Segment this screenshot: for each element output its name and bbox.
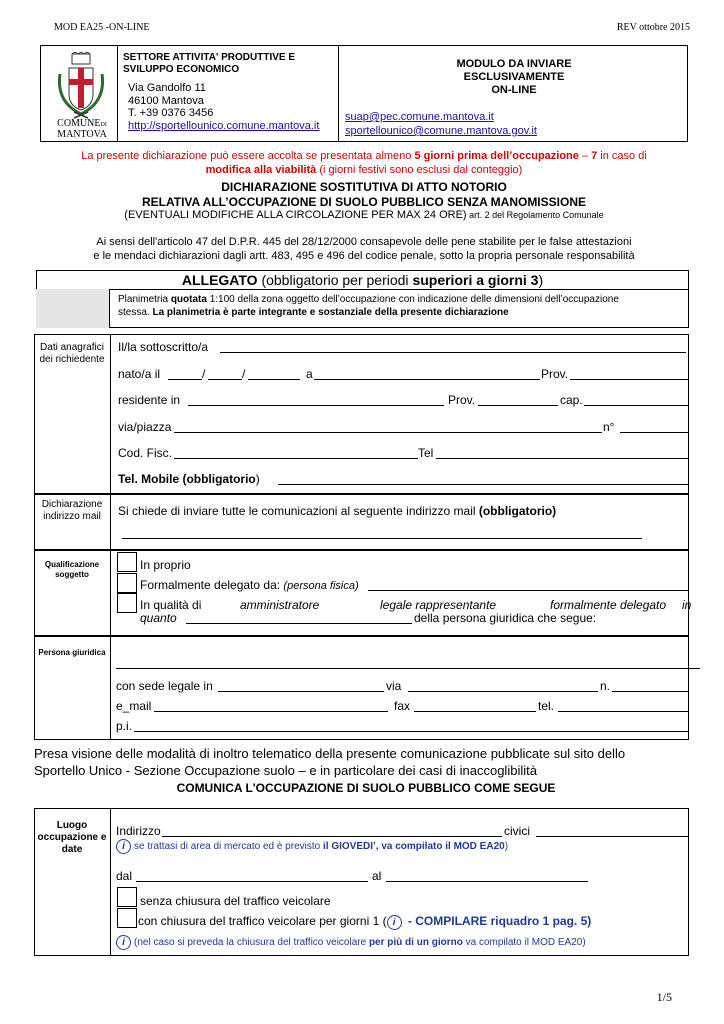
- birthplace-label: a: [306, 367, 313, 381]
- cap-label: cap.: [560, 393, 583, 407]
- pec-email-link[interactable]: suap@pec.comune.mantova.it: [345, 111, 494, 123]
- civici-label: civici: [504, 824, 530, 838]
- form-code: MOD EA25 -ON-LINE: [54, 22, 150, 33]
- company-n-label: n.: [600, 679, 611, 693]
- mobile-label: Tel. Mobile (obbligatorio): [118, 472, 260, 486]
- via-label: via/piazza: [118, 420, 172, 434]
- sottoscritto-input[interactable]: [220, 352, 686, 353]
- senza-chiusura-label: senza chiusura del traffico veicolare: [140, 894, 331, 908]
- birth-prov-label: Prov.: [541, 367, 569, 381]
- amministratore-option[interactable]: amministratore: [240, 598, 320, 612]
- comunica-heading: COMUNICA L'OCCUPAZIONE DI SUOLO PUBBLICO COME SEGUE: [176, 781, 556, 795]
- in-proprio-checkbox[interactable]: [117, 552, 137, 572]
- sede-label: con sede legale in: [116, 679, 213, 693]
- residence-prov-label: Prov.: [448, 393, 476, 407]
- info-icon: i: [116, 935, 131, 950]
- sede-input[interactable]: [218, 691, 384, 692]
- street-input[interactable]: [174, 432, 602, 433]
- quanto-word: quanto: [140, 611, 177, 625]
- title-line1: DICHIARAZIONE SOSTITUTIVA DI ATTO NOTORIO: [221, 180, 507, 194]
- office-website-link[interactable]: http://sportellounico.comune.mantova.it: [128, 120, 320, 132]
- title-line2: RELATIVA ALL’OCCUPAZIONE DI SUOLO PUBBLICO SENZA MANOMISSIONE: [141, 195, 586, 209]
- birth-month-input[interactable]: [208, 379, 242, 380]
- office-phone: T. +39 0376 3456: [128, 107, 214, 119]
- company-tel-label: tel.: [538, 699, 555, 713]
- in-proprio-label: In proprio: [140, 558, 191, 572]
- delegato-input[interactable]: [368, 590, 688, 591]
- dal-label: dal: [116, 869, 133, 883]
- company-email-input[interactable]: [154, 711, 388, 712]
- company-n-input[interactable]: [612, 691, 688, 692]
- logo-line2: MANTOVA: [57, 129, 107, 140]
- cap-input[interactable]: [584, 405, 689, 406]
- indirizzo-label: Indirizzo: [116, 824, 161, 838]
- sportello-email-link[interactable]: sportellounico@comune.mantova.gov.it: [345, 125, 537, 137]
- logo-suffix: DI: [100, 122, 107, 128]
- send-line2: ESCLUSIVAMENTE: [463, 71, 565, 83]
- office-address1: Via Gandolfo 11: [128, 82, 206, 94]
- qualifica-label: Qualificazione soggetto: [44, 560, 100, 579]
- persona-giuridica-text: della persona giuridica che segue:: [414, 611, 597, 625]
- fax-label: fax: [394, 699, 411, 713]
- house-number-input[interactable]: [620, 432, 689, 433]
- company-email-label: e_mail: [116, 699, 152, 713]
- delegato-label: Formalmente delegato da: (persona fisica): [140, 578, 359, 592]
- codfisc-label: Cod. Fisc.: [118, 446, 173, 460]
- civici-input[interactable]: [536, 836, 688, 837]
- sottoscritto-label: Il/la sottoscritto/a: [118, 340, 209, 354]
- birth-day-input[interactable]: [168, 379, 202, 380]
- dal-input[interactable]: [136, 881, 368, 882]
- allegato-heading: ALLEGATO (obbligatorio per periodi superiori a giorni 3): [181, 272, 544, 288]
- pi-label: p.i.: [116, 719, 133, 733]
- mail-text: Si chiede di inviare tutte le comunicazioni al seguente indirizzo mail (obbligatorio): [118, 504, 557, 518]
- birthplace-input[interactable]: [314, 379, 540, 380]
- comune-logo: [52, 52, 110, 140]
- legale-rappresentante-option[interactable]: legale rappresentante: [380, 598, 497, 612]
- chiusura-note: i (nel caso si preveda la chiusura del traffico veicolare per più di un giorno va compilato il MOD EA20): [116, 935, 586, 950]
- company-via-input[interactable]: [408, 691, 598, 692]
- mercato-note: i se trattasi di area di mercato ed è previsto il GIOVEDI’, va compilato il MOD EA20): [116, 839, 508, 854]
- residence-city-input[interactable]: [188, 405, 444, 406]
- office-address2: 46100 Mantova: [128, 95, 204, 107]
- mobile-input[interactable]: [278, 484, 688, 485]
- indirizzo-input[interactable]: [162, 836, 502, 837]
- coat-of-arms-icon: [52, 52, 110, 122]
- in-qualita-input[interactable]: [186, 623, 412, 624]
- page-number: 1/5: [656, 990, 672, 1004]
- company-name-input[interactable]: [116, 668, 700, 669]
- fax-input[interactable]: [414, 711, 536, 712]
- luogo-label: Luogo occupazione e date: [37, 820, 107, 855]
- codfisc-input[interactable]: [174, 458, 418, 459]
- delegato-checkbox[interactable]: [117, 573, 137, 593]
- formalmente-delegato-option[interactable]: formalmente delegato: [550, 598, 667, 612]
- residente-label: residente in: [118, 393, 181, 407]
- intro-text: Ai sensi dell'articolo 47 del D.P.R. 445 del 28/12/2000 consapevole delle pene stabilite per le false attestazioni e le mendaci dichiarazioni dagli artt. 483, 495 e 496 del codice penale, sotto la propria personale responsabilità: [93, 236, 635, 262]
- title-line3: (EVENTUALI MODIFICHE ALLA CIRCOLAZIONE PER MAX 24 ORE) art. 2 del Regolamento Comunale: [124, 209, 604, 221]
- birth-prov-input[interactable]: [570, 379, 688, 380]
- al-input[interactable]: [386, 881, 588, 882]
- dati-label: Dati anagrafici dei richiedente: [39, 342, 105, 365]
- tel-input[interactable]: [436, 458, 689, 459]
- con-chiusura-checkbox[interactable]: [117, 908, 137, 928]
- info-icon: i: [387, 915, 402, 930]
- revision-date: REV ottobre 2015: [616, 22, 690, 33]
- mail-box: [34, 494, 689, 550]
- office-title: SETTORE ATTIVITA' PRODUTTIVE E SVILUPPO ECONOMICO: [123, 52, 296, 75]
- con-chiusura-label: con chiusura del traffico veicolare per giorni 1 ( i - COMPILARE riquadro 1 pag. 5): [138, 914, 592, 928]
- nato-label: nato/a il: [118, 367, 161, 381]
- in-qualita-checkbox[interactable]: [117, 593, 137, 613]
- house-number-label: n°: [603, 420, 615, 434]
- tel-label: Tel: [418, 446, 434, 460]
- company-tel-input[interactable]: [558, 711, 688, 712]
- send-line1: MODULO DA INVIARE: [456, 58, 572, 70]
- residence-prov-input[interactable]: [478, 405, 558, 406]
- send-line3: ON-LINE: [491, 84, 537, 96]
- info-icon: i: [116, 839, 131, 854]
- in-qualita-label: In qualità di: [140, 598, 202, 612]
- pi-input[interactable]: [134, 731, 688, 732]
- in-word: in: [682, 598, 692, 612]
- mail-label: Dichiarazione indirizzo mail: [41, 499, 103, 522]
- allegato-text: Planimetria quotata 1:100 della zona oggetto dell’occupazione con indicazione delle dimensioni dell’occupazione stessa. La planimetria è parte integrante e sostanziale della presente dichiarazione: [118, 294, 619, 318]
- deadline-warning: La presente dichiarazione può essere accolta se presentata almeno 5 giorni prima dell’occupazione – 7 in caso di modifica alla viabilità (i giorni festivi sono esclusi dal conteggio): [81, 150, 647, 176]
- presa-visione-text: Presa visione delle modalità di inoltro telematico della presente comunicazione pubblicate sul sito dello Sportello Unico - Sezione Occupazione suolo – e in particolare dei casi di inaccoglibilità: [34, 746, 626, 778]
- email-input[interactable]: [122, 538, 642, 539]
- company-via-label: via: [386, 679, 402, 693]
- dati-box: [34, 334, 689, 494]
- logo-line1: COMUNE: [57, 118, 101, 129]
- senza-chiusura-checkbox[interactable]: [117, 887, 137, 907]
- birth-year-input[interactable]: [248, 379, 300, 380]
- persona-label: Persona giuridica: [38, 648, 106, 657]
- al-label: al: [372, 869, 382, 883]
